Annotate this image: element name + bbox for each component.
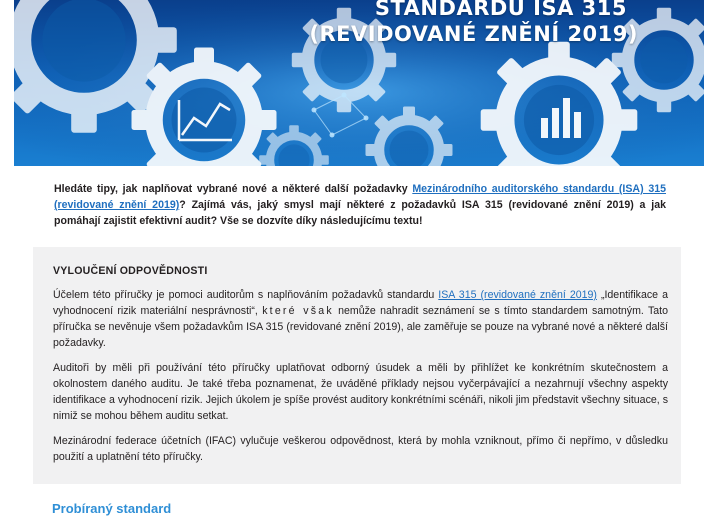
disclaimer-box (33, 247, 681, 484)
intro-text-after: ? Zajímá vás, jaký smysl mají některé z požadavků ISA 315 (revidované znění 2019) a jak pomáhají zajistit efektivní audit? Vše se dozvíte díky následujícímu textu! (54, 199, 666, 227)
intro-paragraph (54, 181, 666, 229)
disclaimer-heading: VYLOUČENÍ ODPOVĚDNOSTI (53, 265, 208, 277)
banner-title-line-2: (REVIDOVANÉ ZNĚNÍ 2019) (309, 22, 638, 46)
banner-title-line-1: STANDARDU ISA 315 (374, 0, 627, 20)
section-title: Probíraný standard (52, 501, 172, 516)
disclaimer-paragraph-2: Auditoři by měli při používání této příručky uplatňovat odborný úsudek a měli by přihlížet ke konkrétním skutečnostem a okolnostem daného auditu. Je také třeba poznamenat, že uváděné příklady nejsou vyčerpávající a nezahrnují všechny aspekty identifikace a vyhodnocení rizik. Jejich úkolem je spíše provést auditory konkrétními scénáři, nikoli jim představit všechny situace, s nimiž se mohou během auditu setkat. (53, 362, 668, 422)
disclaimer-paragraph-1 (53, 287, 668, 351)
disclaimer-p1-mid: „Identifikace a vyhodnocení rizik materiální nesprávnosti“, (53, 289, 668, 317)
disclaimer-paragraph-3: Mezinárodní federace účetních (IFAC) vylučuje veškerou odpovědnost, která by mohla vzniknout, přímo či nepřímo, v důsledku použití a uplatnění této příručky. (53, 435, 668, 463)
disclaimer-p1-before: Účelem této příručky je pomoci auditorům s naplňováním požadavků standardu (53, 289, 439, 301)
disclaimer-content (53, 263, 668, 474)
isa-standard-link[interactable]: Mezinárodního auditorského standardu (ISA) 315 (revidované znění 2019) (54, 183, 666, 211)
disclaimer-p1-after: nemůže nahradit seznámení se s tímto standardem samotným. Tato příručka se nevěnuje všem požadavkům ISA 315 (revidované znění 2019), ale zaměřuje se pouze na vybrané nové a některé další požadavky. (53, 305, 668, 349)
isa-315-link[interactable]: ISA 315 (revidované znění 2019) (438, 289, 597, 301)
disclaimer-p1-spaced: které však (262, 305, 334, 317)
header-banner (14, 0, 704, 166)
intro-text-before: Hledáte tipy, jak naplňovat vybrané nové a některé další požadavky (54, 183, 413, 195)
